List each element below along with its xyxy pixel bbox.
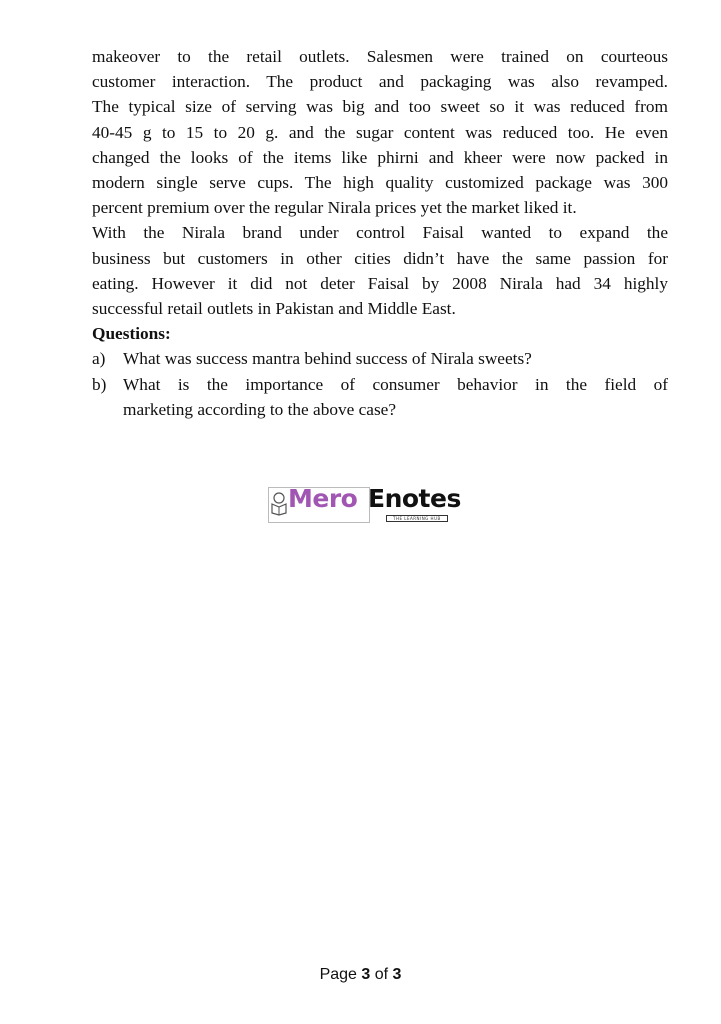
text-line: eating. However it did not deter Faisal by 2008 Nirala had 34 highly	[92, 273, 668, 293]
question-a	[92, 346, 668, 371]
question-b	[92, 372, 668, 422]
text-line: With the Nirala brand under control Faisal wanted to expand the	[92, 223, 668, 243]
text-line: The typical size of serving was big and too sweet so it was reduced from	[92, 97, 668, 117]
current-page: 3	[361, 966, 371, 983]
question-text: What is the importance of consumer behavior in the field of	[123, 374, 668, 394]
paragraph-2	[92, 220, 668, 321]
page-footer	[0, 966, 721, 984]
page-prefix: Page	[319, 966, 362, 983]
logo-text-enotes: Enotes	[368, 484, 461, 513]
document-body	[92, 44, 668, 422]
page-of: of	[370, 966, 393, 983]
text-line: 40-45 g to 15 to 20 g. and the sugar content was reduced too. He even	[92, 122, 668, 142]
text-line: successful retail outlets in Pakistan and Middle East.	[92, 299, 456, 319]
question-text: marketing according to the above case?	[123, 399, 397, 419]
text-line: percent premium over the regular Nirala prices yet the market liked it.	[92, 198, 577, 218]
text-line: changed the looks of the items like phirni and kheer were now packed in	[92, 147, 668, 167]
text-line: business but customers in other cities didn’t have the same passion for	[92, 248, 668, 268]
question-text: What was success mantra behind success of Nirala sweets?	[123, 349, 532, 369]
text-line: makeover to the retail outlets. Salesmen were trained on courteous	[92, 47, 668, 66]
logo-text-mero: Mero	[288, 484, 358, 513]
text-line: customer interaction. The product and packaging was also revamped.	[92, 72, 668, 92]
question-label: b)	[92, 374, 107, 394]
questions-heading: Questions:	[92, 324, 171, 344]
reading-person-icon	[271, 490, 287, 516]
question-label: a)	[92, 349, 106, 369]
logo-tagline: THE LEARNING HUB	[386, 515, 448, 522]
paragraph-1	[92, 44, 668, 220]
text-line: modern single serve cups. The high quality customized package was 300	[92, 173, 668, 193]
meroenotes-logo	[268, 484, 460, 526]
total-pages: 3	[392, 966, 402, 983]
